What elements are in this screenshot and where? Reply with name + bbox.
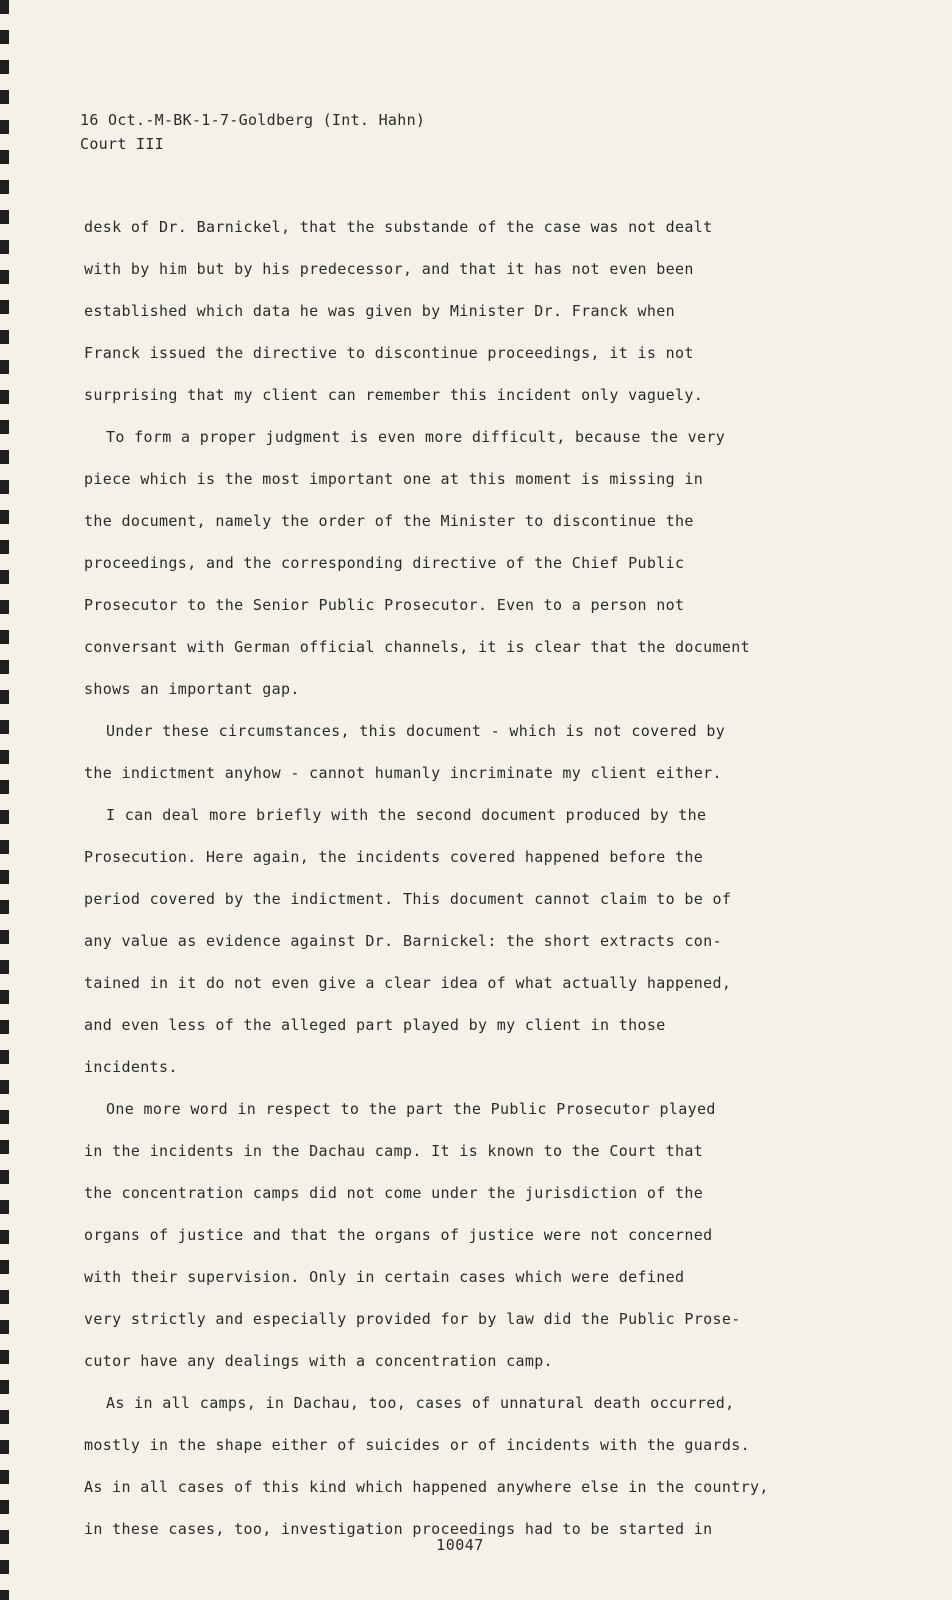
text-line: in the incidents in the Dachau camp. It is known to the Court that: [84, 1142, 704, 1160]
text-line: established which data he was given by Minister Dr. Franck when: [84, 302, 675, 320]
text-line: with their supervision. Only in certain cases which were defined: [84, 1268, 685, 1286]
page-number: 10047: [436, 1536, 484, 1554]
binding-edge: [0, 0, 9, 1600]
text-line: conversant with German official channels, it is clear that the document: [84, 638, 751, 656]
text-line: To form a proper judgment is even more difficult, because the very: [106, 428, 726, 446]
text-line: the concentration camps did not come under the jurisdiction of the: [84, 1184, 704, 1202]
text-line: cutor have any dealings with a concentration camp.: [84, 1352, 554, 1370]
text-line: shows an important gap.: [84, 680, 300, 698]
text-line: One more word in respect to the part the Public Prosecutor played: [106, 1100, 716, 1118]
text-line: I can deal more briefly with the second document produced by the: [106, 806, 707, 824]
text-line: the document, namely the order of the Minister to discontinue the: [84, 512, 694, 530]
text-line: tained in it do not even give a clear idea of what actually happened,: [84, 974, 732, 992]
text-line: piece which is the most important one at this moment is missing in: [84, 470, 704, 488]
document-header: [80, 108, 425, 156]
text-line: with by him but by his predecessor, and that it has not even been: [84, 260, 694, 278]
text-line: Prosecution. Here again, the incidents covered happened before the: [84, 848, 704, 866]
text-line: organs of justice and that the organs of justice were not concerned: [84, 1226, 713, 1244]
text-line: period covered by the indictment. This document cannot claim to be of: [84, 890, 732, 908]
text-line: any value as evidence against Dr. Barnickel: the short extracts con-: [84, 932, 722, 950]
text-line: Under these circumstances, this document - which is not covered by: [106, 722, 726, 740]
header-reference: 16 Oct.-M-BK-1-7-Goldberg (Int. Hahn): [80, 111, 426, 129]
text-line: As in all cases of this kind which happened anywhere else in the country,: [84, 1478, 769, 1496]
text-line: mostly in the shape either of suicides or of incidents with the guards.: [84, 1436, 751, 1454]
text-line: very strictly and especially provided for by law did the Public Prose-: [84, 1310, 741, 1328]
header-court: Court III: [80, 135, 164, 153]
text-line: surprising that my client can remember this incident only vaguely.: [84, 386, 704, 404]
text-line: and even less of the alleged part played by my client in those: [84, 1016, 666, 1034]
document-body: [84, 206, 864, 1550]
text-line: desk of Dr. Barnickel, that the substande of the case was not dealt: [84, 218, 713, 236]
text-line: the indictment anyhow - cannot humanly incriminate my client either.: [84, 764, 722, 782]
text-line: incidents.: [84, 1058, 178, 1076]
text-line: in these cases, too, investigation proceedings had to be started in: [84, 1520, 713, 1538]
text-line: Franck issued the directive to discontinue proceedings, it is not: [84, 344, 694, 362]
text-line: As in all camps, in Dachau, too, cases of unnatural death occurred,: [106, 1394, 735, 1412]
text-line: Prosecutor to the Senior Public Prosecutor. Even to a person not: [84, 596, 685, 614]
text-line: proceedings, and the corresponding directive of the Chief Public: [84, 554, 685, 572]
